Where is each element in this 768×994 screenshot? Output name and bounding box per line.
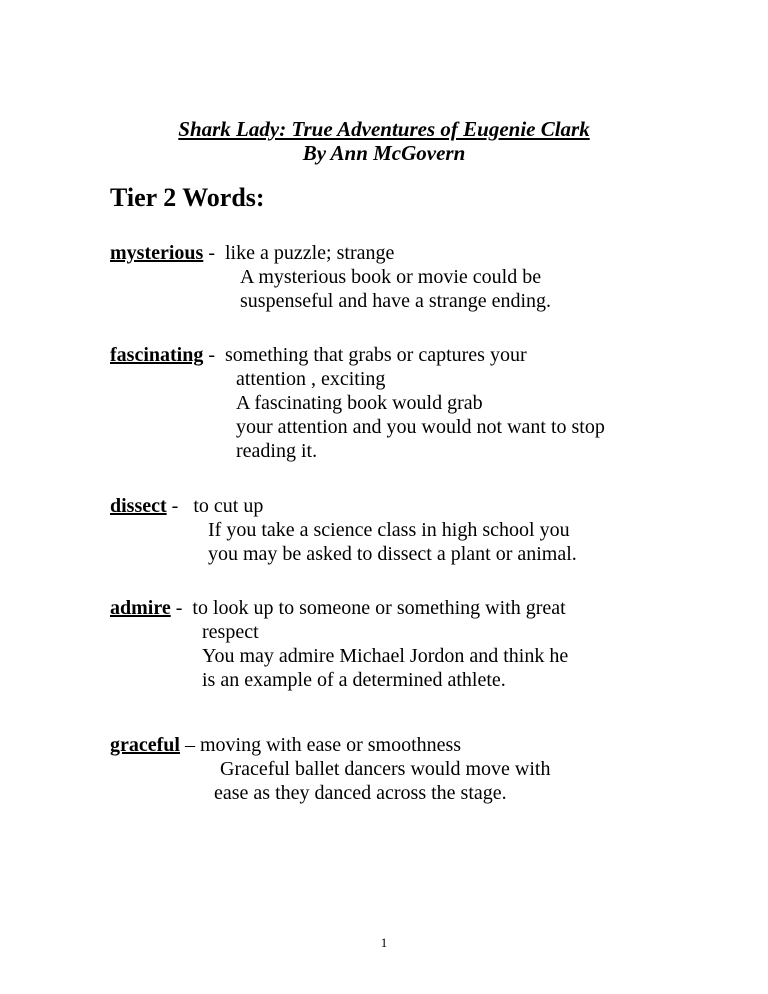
vocab-definition: moving with ease or smoothness (199, 734, 462, 756)
vocab-example-line: you may be asked to dissect a plant or animal. (208, 543, 577, 565)
vocab-example-line: A mysterious book or movie could be (240, 266, 542, 288)
vocab-example-line: If you take a science class in high school you (208, 519, 570, 541)
vocab-definition: to cut up (193, 495, 264, 517)
term-separator: - (203, 242, 225, 264)
vocab-definition-continued: respect (202, 621, 259, 643)
vocab-example-line: your attention and you would not want to stop (236, 416, 605, 438)
vocab-example-line: ease as they danced across the stage. (214, 782, 507, 804)
document-author: By Ann McGovern (302, 141, 466, 165)
vocab-example-line: A fascinating book would grab (236, 392, 483, 414)
term-separator: - (166, 495, 194, 517)
vocab-term: dissect (110, 495, 167, 517)
vocab-term: graceful (110, 734, 180, 756)
vocab-term: mysterious (110, 242, 204, 264)
document-title: Shark Lady: True Adventures of Eugenie Clark (178, 117, 590, 141)
vocab-entry-mysterious-headline (110, 241, 394, 265)
term-separator: – (179, 734, 200, 756)
term-separator: - (203, 344, 226, 366)
vocab-definition: to look up to someone or something with great (192, 597, 566, 619)
page-number: 1 (380, 935, 388, 950)
vocab-entry-admire-headline (110, 596, 566, 620)
vocab-example-line: suspenseful and have a strange ending. (240, 290, 552, 312)
vocab-definition: something that grabs or captures your (225, 344, 527, 366)
vocab-entry-graceful-headline (110, 733, 461, 757)
vocab-definition-continued: attention , exciting (236, 368, 386, 390)
vocab-entry-fascinating-headline (110, 343, 527, 367)
vocab-example-line: You may admire Michael Jordon and think he (202, 645, 569, 667)
vocab-term: admire (110, 597, 171, 619)
term-separator: - (170, 597, 193, 619)
vocab-entry-dissect-headline (110, 494, 263, 518)
vocab-example-line: Graceful ballet dancers would move with (220, 758, 551, 780)
vocab-definition: like a puzzle; strange (225, 242, 395, 264)
vocab-term: fascinating (110, 344, 204, 366)
vocab-example-line: reading it. (236, 440, 318, 462)
section-heading: Tier 2 Words: (110, 183, 265, 212)
vocab-example-line: is an example of a determined athlete. (202, 669, 506, 691)
